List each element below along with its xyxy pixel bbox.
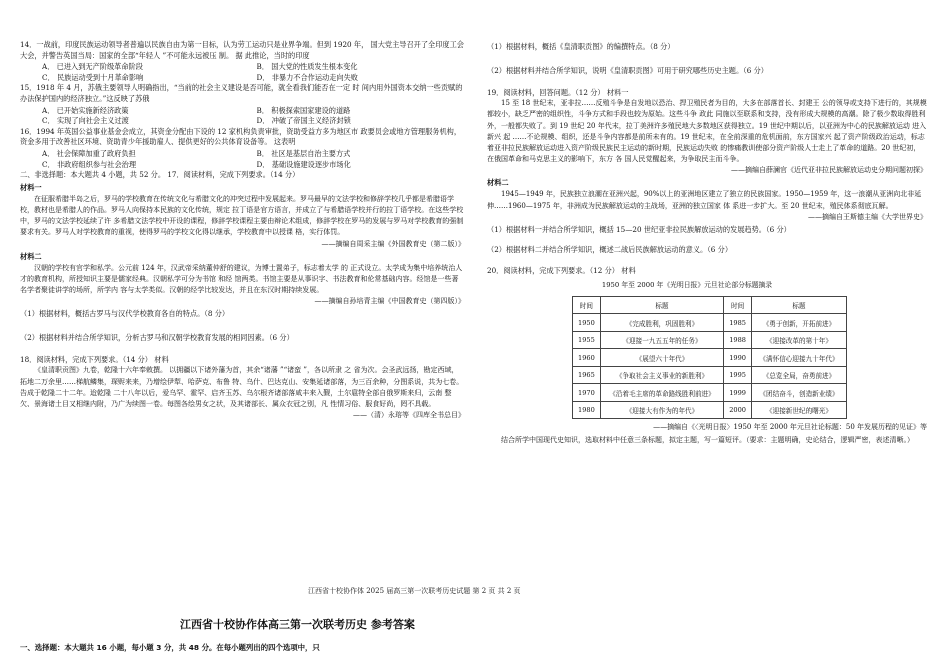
table-cell: 1999 [724, 384, 752, 402]
question-17-part-1: （1）根据材料，概括古罗马与汉代学校教育各自的特点。（8 分） [20, 309, 230, 319]
question-18-part-2: （2）根据材料并结合所学知识，说明《皇清职贡图》可用于研究哪些历史主题。（6 分） [487, 65, 768, 75]
left-column [20, 40, 465, 423]
table-row [573, 401, 847, 419]
question-19-material-1-source: ——摘编自薛澜官《近代亚非拉民族解放运动史分期问题初探》 [731, 166, 927, 175]
table-row [573, 349, 847, 367]
table-cell: 《展望六十年代》 [600, 349, 723, 367]
question-20-task: 结合所学中国现代史知识，选取材料中任意三条标题，拟定主题，写一篇短评。（要求：主题明确，史论结合，逻辑严密，表述清晰。） [501, 436, 914, 445]
table-cell: 《沿着毛主席的革命路线胜利前进》 [600, 384, 723, 402]
table-row [573, 331, 847, 349]
question-19-part-1: （1）根据材料一并结合所学知识，概括 15—20 世纪亚非拉民族解放运动的发展趋势。（6 分） [487, 224, 791, 234]
option-b: B． 国大党的性质发生根本变化 [256, 62, 358, 72]
table-cell: 《满怀信心迎接九十年代》 [751, 349, 846, 367]
question-16-options [20, 149, 465, 170]
option-a: A． 已开始实施新经济政策 [42, 105, 129, 115]
table-cell: 1980 [573, 401, 601, 419]
option-b: B． 积极探索国家建设的道路 [256, 105, 351, 115]
table-header-cell: 标题 [751, 296, 846, 314]
table-title: 1950 年至 2000 年《光明日报》元旦社论部分标题摘录 [601, 281, 773, 289]
editorial-title-table [572, 296, 847, 420]
question-19-heading: 19．阅读材料，回答问题。（12 分） 材料一 [487, 87, 629, 97]
option-c: C． 实现了向社会主义过渡 [42, 116, 129, 126]
option-b: B． 社区是基层自治主要方式 [256, 148, 351, 158]
question-15-stem: 15．1918 年 4 月，苏俄主要领导人明确指出，“当前的社会主义建设是否可能，就全看我们能否在一定 时 间内用外国资本交纳一些贡赋的办法保护国内的经济独立。”这反映了苏俄 [20, 83, 463, 103]
question-16 [20, 127, 465, 170]
table-cell: 1960 [573, 349, 601, 367]
question-18-part-1: （1）根据材料，概括《皇清职贡图》的编撰特点。（8 分） [487, 42, 675, 51]
material-2-label: 材料二 [20, 251, 42, 261]
answer-key-title: 江西省十校协作体高三第一次联考历史 参考答案 [180, 618, 415, 631]
option-d: D． 冲破了帝国主义经济封锁 [256, 116, 351, 126]
table-header-cell: 时间 [724, 296, 752, 314]
question-19-material-2-source: ——摘编自王斯德主编《大学世界史》 [808, 212, 927, 221]
material-2-source: ——摘编自孙培青主编《中国教育史（第四版）》 [314, 297, 465, 306]
table-cell: 《迎接一九五五年的任务》 [600, 331, 723, 349]
table-cell: 1955 [573, 331, 601, 349]
right-column [487, 40, 927, 447]
table-cell: 1988 [724, 331, 752, 349]
option-d: D． 基础设施建设逐步市场化 [256, 159, 351, 169]
answer-key-section-1: 一、选择题：本大题共 16 小题，每小题 3 分，共 48 分。在每小题列出的四个选项中，只 [20, 643, 320, 652]
option-a: A． 已进入到无产阶级革命阶段 [42, 62, 143, 72]
table-cell: 《勇于创新，开拓前进》 [751, 314, 846, 332]
option-a: A． 社会保障加重了政府负担 [42, 148, 136, 158]
question-14-options [20, 62, 465, 83]
question-19-material-2-label: 材料二 [487, 178, 509, 188]
table-cell: 1950 [573, 314, 601, 332]
question-17-part-2: （2）根据材料并结合所学知识，分析古罗马和汉朝学校教育发展的相同因素。（6 分） [20, 332, 294, 342]
table-header-cell: 标题 [600, 296, 723, 314]
page-footer: 江西省十校协作体 2025 届高三第一次联考历史试题 第 2 页 共 2 页 [308, 587, 521, 595]
question-19-material-1: 15 至 18 世纪末，亚非拉……反殖斗争是自发地以恐治、捍卫殖民者为目的，大多在部落首长、封建王 公的领导或支持下进行的，其规模都较小，缺乏严密的组织性，斗争方式和手段也较为原始。这些斗争 政此 同施以至联系和支持，没有形成大规模的高潮。除了极少数取得胜利外，一般都失败了。到 19 世纪 20 年代末，拉丁美洲许多殖民地大多数地区获得独立。19 世纪中期以后，以亚洲为中心的民族解放运动 进入新兴 起 ……不论规模、组织，还是斗争内容都是前所未有的。19 世纪末，在全前深重的危机面前，东方国家兴 起了资产阶级政治运动，标志着亚非拉民族解放运动进入资产阶级民族民主运动的新时期，民族运动失败 的惨痛教训使部分资产阶级人士走上了革命的道路。20 世纪初，在俄国革命和马克思主义的影响下，东方 各 国人民觉醒起来，为争取民主而斗争。 [487, 99, 927, 164]
material-1-source: ——摘编自周采主编《外国教育史（第二版）》 [321, 239, 465, 248]
table-cell: 1995 [724, 366, 752, 384]
table-cell: 《争取社会主义事业的新胜利》 [600, 366, 723, 384]
table-cell: 1990 [724, 349, 752, 367]
question-14-stem: 14．一战前，印度民族运动领导者普遍以民族自由为第一目标，认为劳工运动只是业界争端。但到 1920 年， 国大党主导召开了全印度工会大会，并警告英国当局：国家的全部“年轻人 ”不可能永远被压 制。 据 此推论，当时的印度 [20, 40, 464, 60]
table-row [573, 314, 847, 332]
table-row [573, 384, 847, 402]
question-18-material: 《皇清职贡图》九卷，乾隆十六年奉敕撰。 以拥疆以下诸外藩为首，其余“诸藩 ”“诸蛮 ”，各以所隶 之 省为次。会圣武远扬，勘定西域，拓地二万余里……梯航鳞集，琛赆来来，乃增绘伊犁、哈萨克、布鲁 特、乌什、巴达克山、安集延诸部落，为三百余种，分图系说，共为七卷。告成于乾隆二十二年。迨乾隆 二十八年以后，爱乌罕、霍罕、启齐玉苏、乌尔根齐诸部落咸丰来入觐，土尔扈特全部自俄罗斯来归，云南 整欠、景海诸土目又相继内附，乃广为续图一卷。每图各绘男女之状，及其诸部长、属众衣冠之别，凡 性情习俗、服食好尚，罔不具载。 [20, 366, 464, 408]
table-header-cell: 时间 [573, 296, 601, 314]
table-cell: 《团结奋斗，创造新业绩》 [751, 384, 846, 402]
section-2-heading: 二、非选择题：本大题共 4 小题，共 52 分。 17．阅读材料，完成下列要求。（14 分） [20, 170, 300, 180]
question-15 [20, 83, 465, 126]
table-cell: 《迎接改革的第十年》 [751, 331, 846, 349]
table-cell: 1965 [573, 366, 601, 384]
table-cell: 《完成胜利，巩固胜利》 [600, 314, 723, 332]
question-20-heading: 20．阅读材料，完成下列要求。（12 分） 材料 [487, 266, 636, 276]
table-source: ——摘编自《〈光明日报〉1950 年至 2000 年元旦社论标题：50 年发展历程的见证》等 [653, 423, 927, 432]
option-c: C． 民族运动受到十月革命影响 [42, 72, 144, 82]
material-1-text: 在征服希腊半岛之后，罗马的学校教育在传统文化与希腊文化的冲突过程中发展起来。罗马最早的文法学校和修辞学校几乎都是希腊语学校，教材也是希腊人的作品。罗马人向保持本民族的文化传统，规定 拉丁语是官方语言，并成立了与希腊语学校并行的拉丁语学校。在这些学校中，罗马的文法学校延续了许 多希腊文法学校中开设的课程，修辞学校课程主要由辩论术组成，修辞学校在罗马的发展与罗马对学校教育的强制要求有关。罗马人对学校教育的重视，使得罗马的学校文化得以继承，学校教育中以授课 格，实行体罚。 [20, 194, 464, 237]
table-cell: 1970 [573, 384, 601, 402]
question-19-part-2: （2）根据材料二并结合所学知识，概述二战后民族解放运动的意义。（6 分） [487, 244, 733, 254]
question-18-heading: 18．阅读材料，完成下列要求。（14 分） 材料 [20, 354, 169, 364]
material-1-label: 材料一 [20, 182, 42, 192]
table-cell: 《总览全局，奋勇前进》 [751, 366, 846, 384]
option-d: D． 非暴力不合作运动走向失败 [256, 72, 358, 82]
table-header-row [573, 296, 847, 314]
question-18-source: ——（清）永瑢等《四库全书总目》 [353, 411, 465, 420]
table-cell: 2000 [724, 401, 752, 419]
table-cell: 《迎接新世纪的曙光》 [751, 401, 846, 419]
material-2-text: 汉朝的学校有官学和私学。公元前 124 年，汉武帝采纳董仲舒的建议，为博士置弟子，标志着太学 的 正式设立。太学成为集中培养统治人才的教育机构，所授知识主要是儒家经典。汉朝私学可分为书馆 和经 馆两类。书馆主要是从事识字、书法教育和伦常基础内容。经馆是一些著名学者聚徒讲学的场所，所学内 容与太学类似。汉朝的经学比较发达，并且在东汉时期持续发展。 [20, 263, 463, 294]
question-15-options [20, 106, 465, 127]
option-c: C． 非政府组织参与社会治理 [42, 159, 137, 169]
question-19-material-2: 1945—1949 年，民族独立浪潮在亚洲兴起，90%以上的亚洲地区建立了独立的民族国家。1950—1959 年，这一浪潮从亚洲向北非延伸……1960—1975 年，非洲成为民族解放运动的主战场，亚洲的独立国家 体 系进一步扩大。至 20 世纪末，殖民体系彻底瓦解。 [487, 190, 922, 210]
table-cell: 《迎接大有作为的年代》 [600, 401, 723, 419]
table-cell: 1985 [724, 314, 752, 332]
question-14 [20, 40, 465, 83]
table-row [573, 366, 847, 384]
question-16-stem: 16．1994 年英国公益事业基金会成立，其资金分配由下设的 12 家机构负责审批，资助受益方多为地区市 政要员会或地方管理服务机构，资金多用于改善社区环境、资助青少年援助雇人、提供更好的公共体育设备等。 这表明 [20, 126, 462, 147]
